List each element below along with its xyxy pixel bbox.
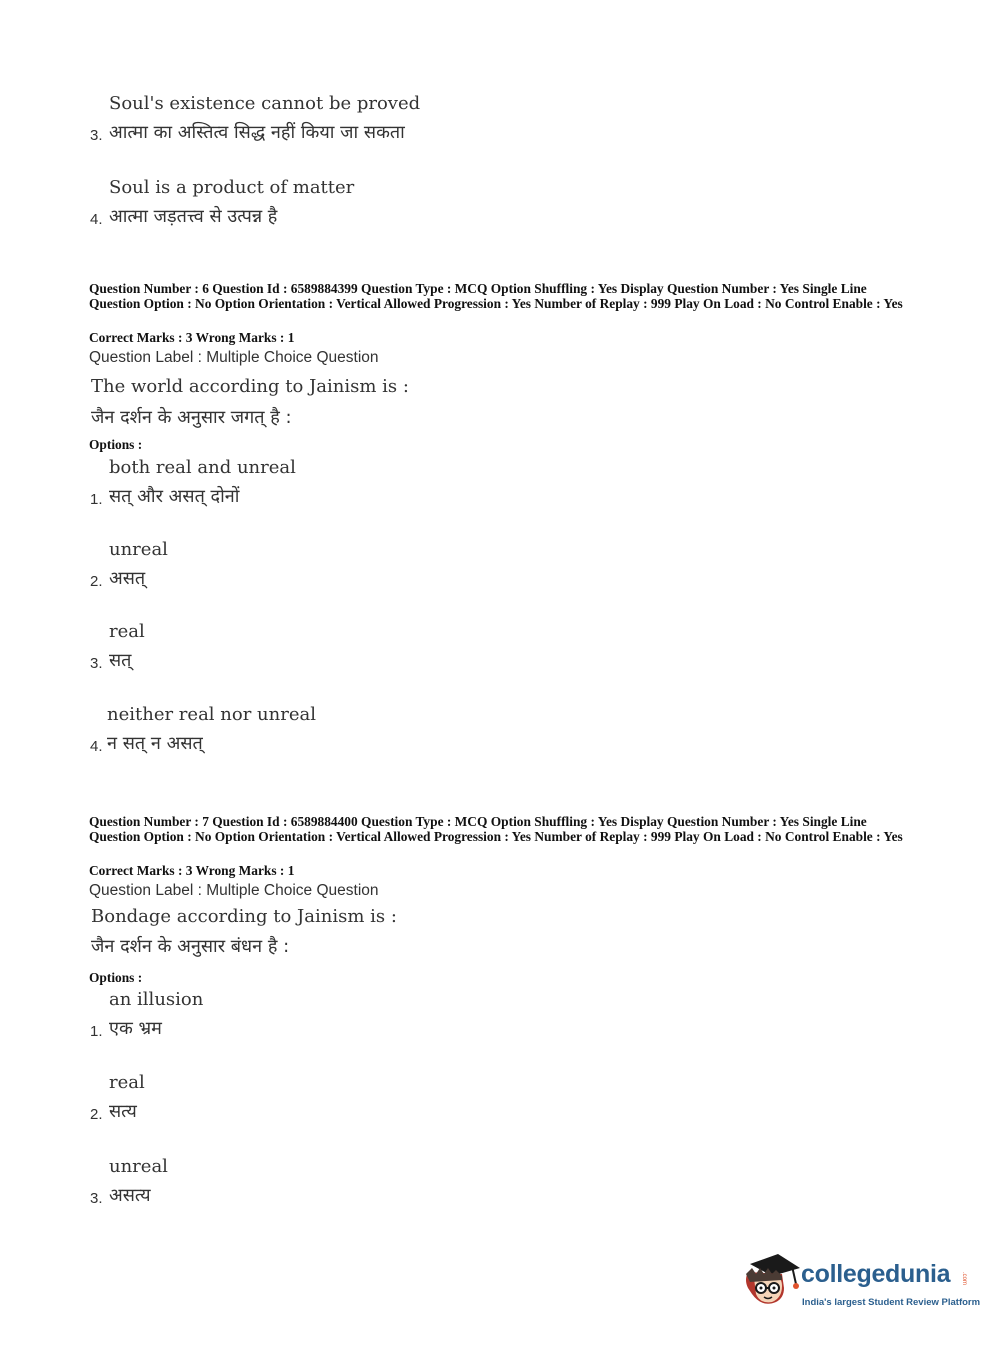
option-english: unreal <box>109 1156 168 1177</box>
collegedunia-logo[interactable] <box>742 1250 981 1320</box>
option-english: unreal <box>109 539 168 560</box>
question-text-hindi: जैन दर्शन के अनुसार बंधन है : <box>91 936 290 957</box>
question-meta: Question Number : 6 Question Id : 6589884399 Question Type : MCQ Option Shuffling : Yes Display Question Number : Yes Single Line Question Option : No Option Orientation : Vertical Allowed Progression : Yes Number of Replay : 999 Play On Load : No Control Enable : Yes <box>89 281 903 311</box>
option-hindi: सत्य <box>109 1101 137 1122</box>
option-hindi: न सत् न असत् <box>107 733 203 754</box>
option-hindi: सत् <box>109 650 132 671</box>
option-hindi: एक भ्रम <box>109 1018 162 1039</box>
options-label: Options : <box>89 970 143 985</box>
option-number: 3. <box>90 655 103 672</box>
options-label: Options : <box>89 437 143 452</box>
option-hindi: आत्मा का अस्तित्व सिद्ध नहीं किया जा सकता <box>109 122 405 143</box>
logo-domain-suffix: .com <box>961 1272 967 1286</box>
option-english: neither real nor unreal <box>107 704 316 725</box>
option-hindi: असत् <box>109 568 146 589</box>
question-marks: Correct Marks : 3 Wrong Marks : 1 <box>89 330 295 345</box>
option-english: real <box>109 621 145 642</box>
option-hindi: सत् और असत् दोनों <box>109 486 240 507</box>
option-number: 4. <box>90 738 103 755</box>
logo-tagline: India's largest Student Review Platform <box>802 1297 981 1308</box>
option-number: 2. <box>90 573 103 590</box>
option-number: 1. <box>90 491 103 508</box>
option-hindi: आत्मा जड़तत्त्व से उत्पन्न है <box>109 206 278 227</box>
option-number: 4. <box>90 211 103 228</box>
question-text-english: The world according to Jainism is : <box>91 376 409 397</box>
option-english: an illusion <box>109 989 204 1010</box>
option-english: Soul's existence cannot be proved <box>109 93 421 114</box>
option-number: 1. <box>90 1023 103 1040</box>
question-label: Question Label : Multiple Choice Question <box>89 882 379 899</box>
question-marks: Correct Marks : 3 Wrong Marks : 1 <box>89 863 295 878</box>
option-english: real <box>109 1072 145 1093</box>
question-meta: Question Number : 7 Question Id : 6589884400 Question Type : MCQ Option Shuffling : Yes Display Question Number : Yes Single Line Question Option : No Option Orientation : Vertical Allowed Progression : Yes Number of Replay : 999 Play On Load : No Control Enable : Yes <box>89 814 903 844</box>
option-hindi: असत्य <box>109 1185 151 1206</box>
option-number: 3. <box>90 1190 103 1207</box>
option-english: Soul is a product of matter <box>109 177 355 198</box>
option-english: both real and unreal <box>109 457 296 478</box>
option-number: 2. <box>90 1106 103 1123</box>
question-label: Question Label : Multiple Choice Question <box>89 349 379 366</box>
question-text-english: Bondage according to Jainism is : <box>91 906 397 927</box>
logo-wordmark: collegedunia <box>801 1260 951 1288</box>
question-text-hindi: जैन दर्शन के अनुसार जगत् है : <box>91 407 292 428</box>
student-mascot-icon <box>742 1250 802 1316</box>
option-number: 3. <box>90 127 103 144</box>
